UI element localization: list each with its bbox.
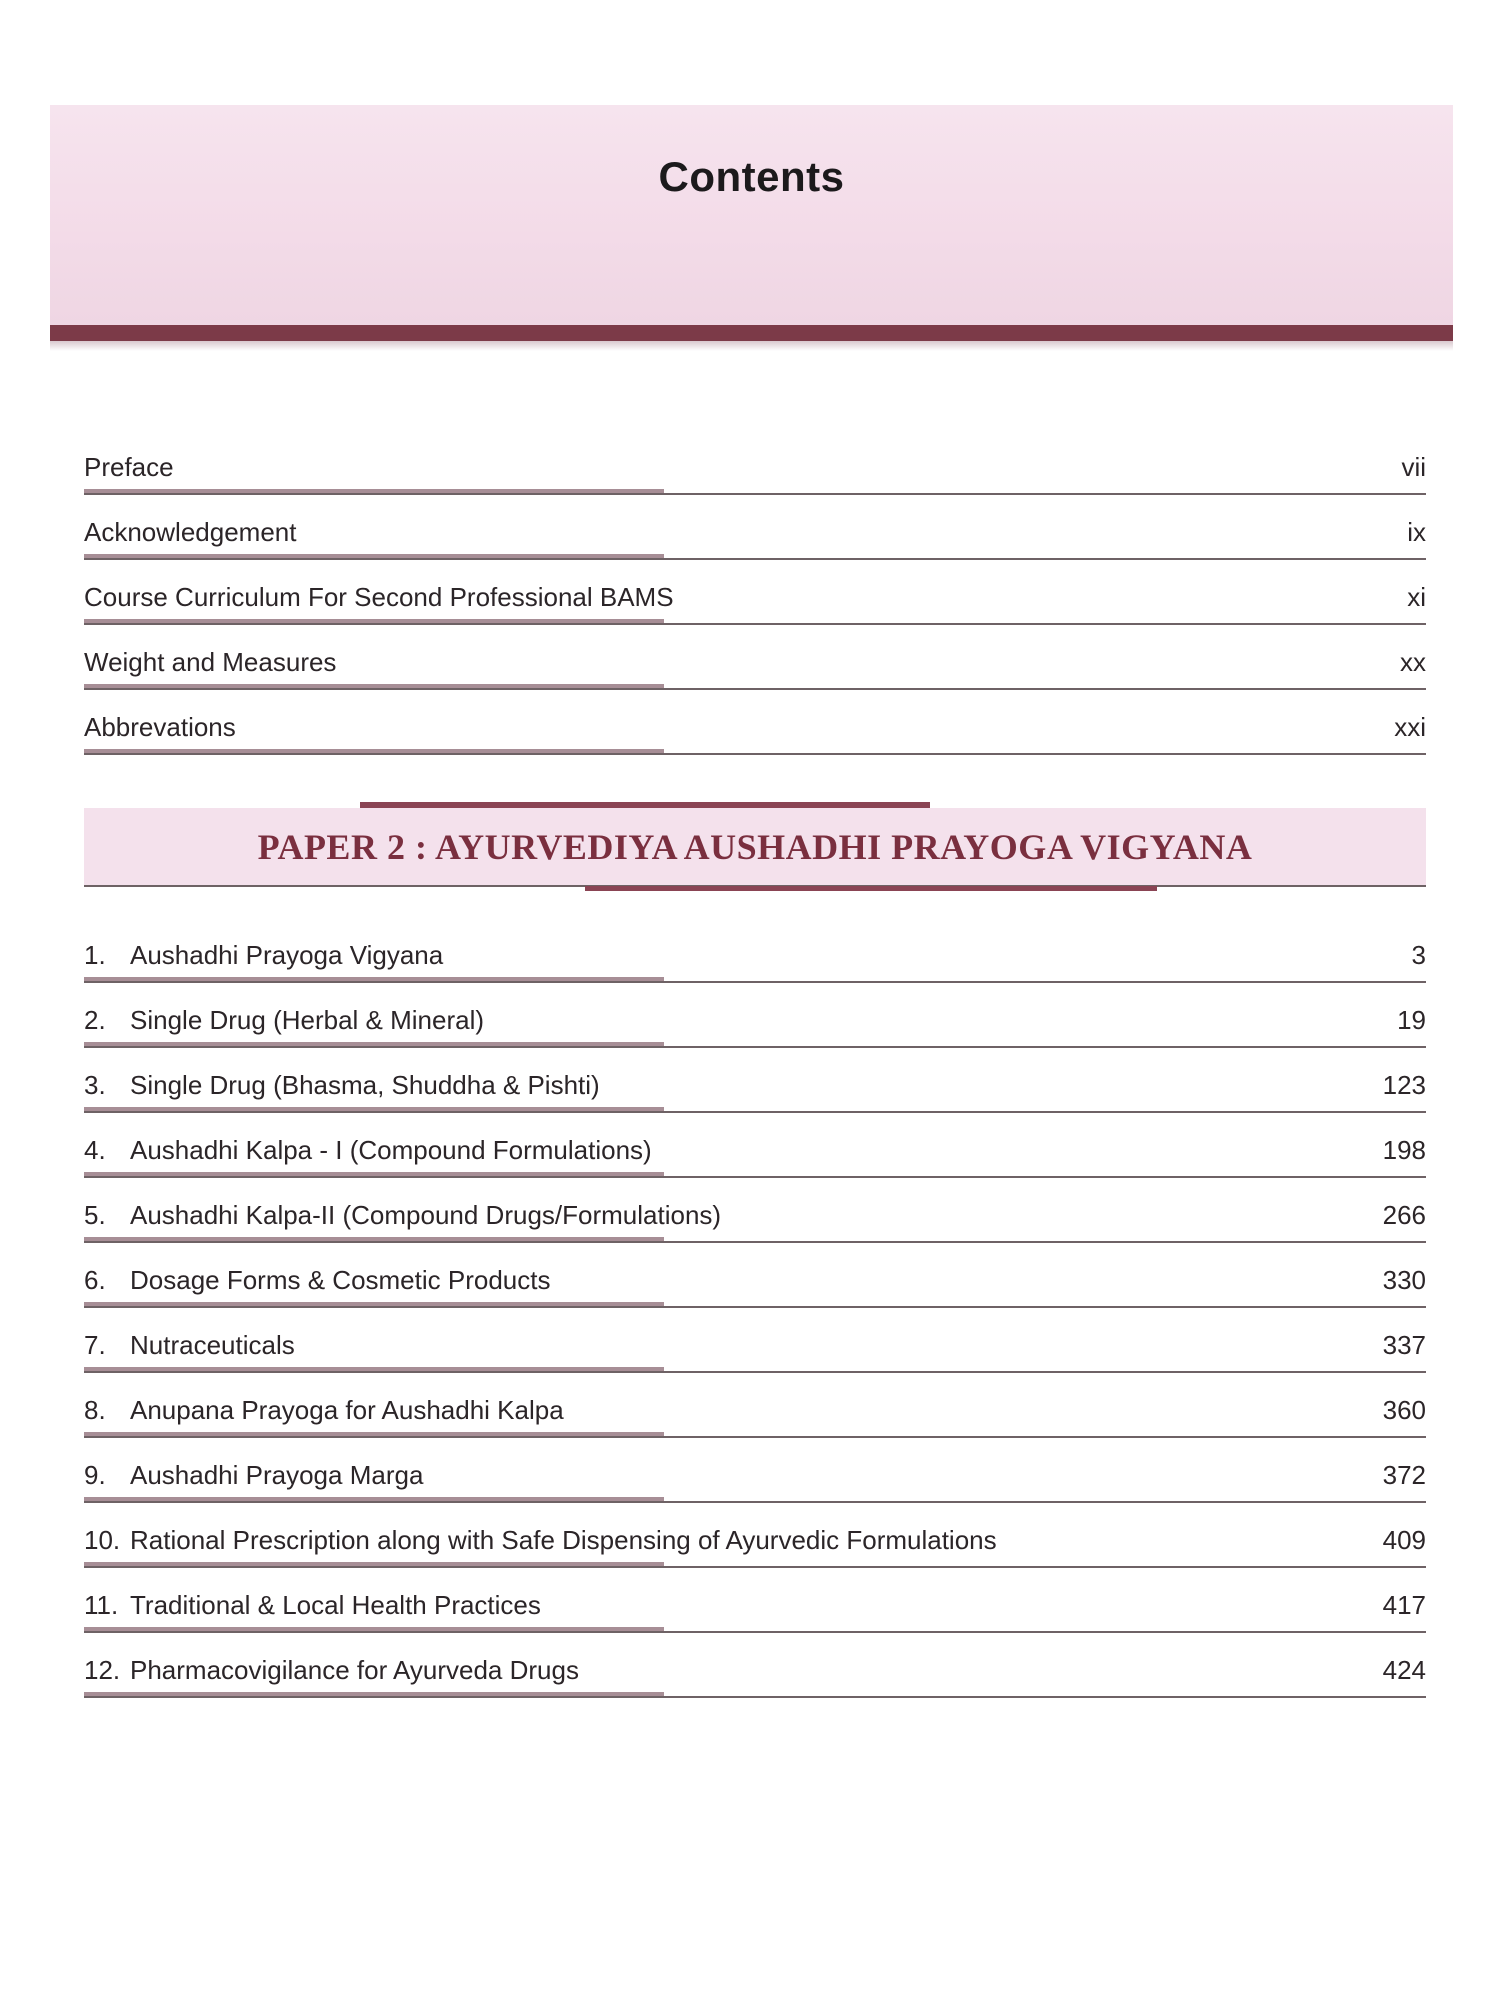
toc-entry-page: vii — [1401, 452, 1426, 482]
toc-entry-page: 424 — [1382, 1655, 1426, 1685]
toc-entry-title: Course Curriculum For Second Professional BAMS — [84, 582, 674, 612]
toc-row-chapter-12[interactable] — [84, 1633, 1426, 1698]
toc-entry-title: Weight and Measures — [84, 647, 337, 677]
paper-title: PAPER 2 : AYURVEDIYA AUSHADHI PRAYOGA VIGYANA — [257, 827, 1253, 867]
toc-entry-page: 372 — [1382, 1460, 1426, 1490]
toc-entry-page: 123 — [1382, 1070, 1426, 1100]
toc-entry-page: 198 — [1382, 1135, 1426, 1165]
chapter-number: 1. — [84, 940, 106, 970]
toc-entry-page: xx — [1400, 647, 1426, 677]
toc-row-chapter-5[interactable] — [84, 1178, 1426, 1243]
toc-entry-title — [84, 1265, 550, 1296]
toc-row-abbrevations[interactable] — [84, 690, 1426, 755]
page-title: Contents — [658, 153, 845, 200]
chapter-number: 3. — [84, 1070, 106, 1100]
toc-entry-title — [84, 1200, 721, 1231]
row-divider — [84, 1696, 1426, 1698]
chapter-number: 11. — [84, 1590, 119, 1620]
chapter-title: Single Drug (Herbal & Mineral) — [130, 1005, 485, 1035]
toc-entry-title — [84, 1460, 423, 1491]
chapter-number: 6. — [84, 1265, 106, 1295]
chapter-title: Dosage Forms & Cosmetic Products — [130, 1265, 551, 1295]
contents-header-band — [50, 105, 1453, 325]
toc-row-weight-measures[interactable] — [84, 625, 1426, 690]
toc-row-chapter-2[interactable] — [84, 983, 1426, 1048]
toc-entry-title — [84, 1330, 295, 1361]
toc-entry-page: xi — [1407, 582, 1426, 612]
toc-row-chapter-3[interactable] — [84, 1048, 1426, 1113]
toc-entry-title — [84, 1395, 564, 1426]
toc-row-chapter-10[interactable] — [84, 1503, 1426, 1568]
toc-entry-title: Acknowledgement — [84, 517, 297, 547]
chapter-title: Rational Prescription along with Safe Dispensing of Ayurvedic Formulations — [130, 1525, 997, 1555]
header-rule-shadow — [50, 341, 1453, 351]
toc-entry-page: 19 — [1397, 1005, 1426, 1035]
toc-row-chapter-11[interactable] — [84, 1568, 1426, 1633]
toc-entry-title — [84, 1525, 997, 1556]
toc-entry-title — [84, 1135, 652, 1166]
toc-entry-title: Abbrevations — [84, 712, 236, 742]
toc-entry-title — [84, 1005, 484, 1036]
chapter-number: 2. — [84, 1005, 106, 1035]
toc-entry-page: 360 — [1382, 1395, 1426, 1425]
chapter-number: 4. — [84, 1135, 106, 1165]
toc-entry-title — [84, 1590, 541, 1621]
row-divider — [84, 753, 1426, 755]
toc-row-chapter-7[interactable] — [84, 1308, 1426, 1373]
toc-entry-page: 330 — [1382, 1265, 1426, 1295]
toc-entry-title — [84, 1070, 600, 1101]
chapter-number: 5. — [84, 1200, 106, 1230]
toc-entry-title: Preface — [84, 452, 174, 482]
toc-row-chapter-6[interactable] — [84, 1243, 1426, 1308]
toc-row-chapter-8[interactable] — [84, 1373, 1426, 1438]
toc-row-chapter-4[interactable] — [84, 1113, 1426, 1178]
chapter-number: 9. — [84, 1460, 106, 1490]
chapter-number: 12. — [84, 1655, 121, 1685]
toc-entry-page: ix — [1407, 517, 1426, 547]
chapter-title: Traditional & Local Health Practices — [130, 1590, 541, 1620]
toc-row-acknowledgement[interactable] — [84, 495, 1426, 560]
chapter-title: Pharmacovigilance for Ayurveda Drugs — [130, 1655, 579, 1685]
paper-banner-bottom-rule — [585, 886, 1157, 891]
toc-row-chapter-1[interactable] — [84, 918, 1426, 983]
chapter-title: Aushadhi Kalpa-II (Compound Drugs/Formulations) — [130, 1200, 722, 1230]
toc-entry-page: 266 — [1382, 1200, 1426, 1230]
chapter-title: Aushadhi Kalpa - I (Compound Formulations) — [130, 1135, 652, 1165]
toc-row-course-curriculum[interactable] — [84, 560, 1426, 625]
paper-banner — [84, 808, 1426, 886]
toc-entry-title — [84, 1655, 579, 1686]
toc-entry-page: 417 — [1382, 1590, 1426, 1620]
chapter-number: 8. — [84, 1395, 106, 1425]
toc-entry-page: xxi — [1394, 712, 1426, 742]
toc-entry-title — [84, 940, 443, 971]
chapter-title: Aushadhi Prayoga Marga — [130, 1460, 424, 1490]
toc-row-chapter-9[interactable] — [84, 1438, 1426, 1503]
toc-entry-page: 409 — [1382, 1525, 1426, 1555]
header-rule — [50, 325, 1453, 341]
toc-entry-page: 3 — [1411, 940, 1426, 970]
chapter-number: 7. — [84, 1330, 106, 1360]
chapter-title: Aushadhi Prayoga Vigyana — [130, 940, 444, 970]
chapter-number: 10. — [84, 1525, 121, 1555]
toc-entry-page: 337 — [1382, 1330, 1426, 1360]
toc-row-preface[interactable] — [84, 430, 1426, 495]
chapter-title: Nutraceuticals — [130, 1330, 295, 1360]
chapter-title: Anupana Prayoga for Aushadhi Kalpa — [130, 1395, 564, 1425]
chapter-title: Single Drug (Bhasma, Shuddha & Pishti) — [130, 1070, 600, 1100]
